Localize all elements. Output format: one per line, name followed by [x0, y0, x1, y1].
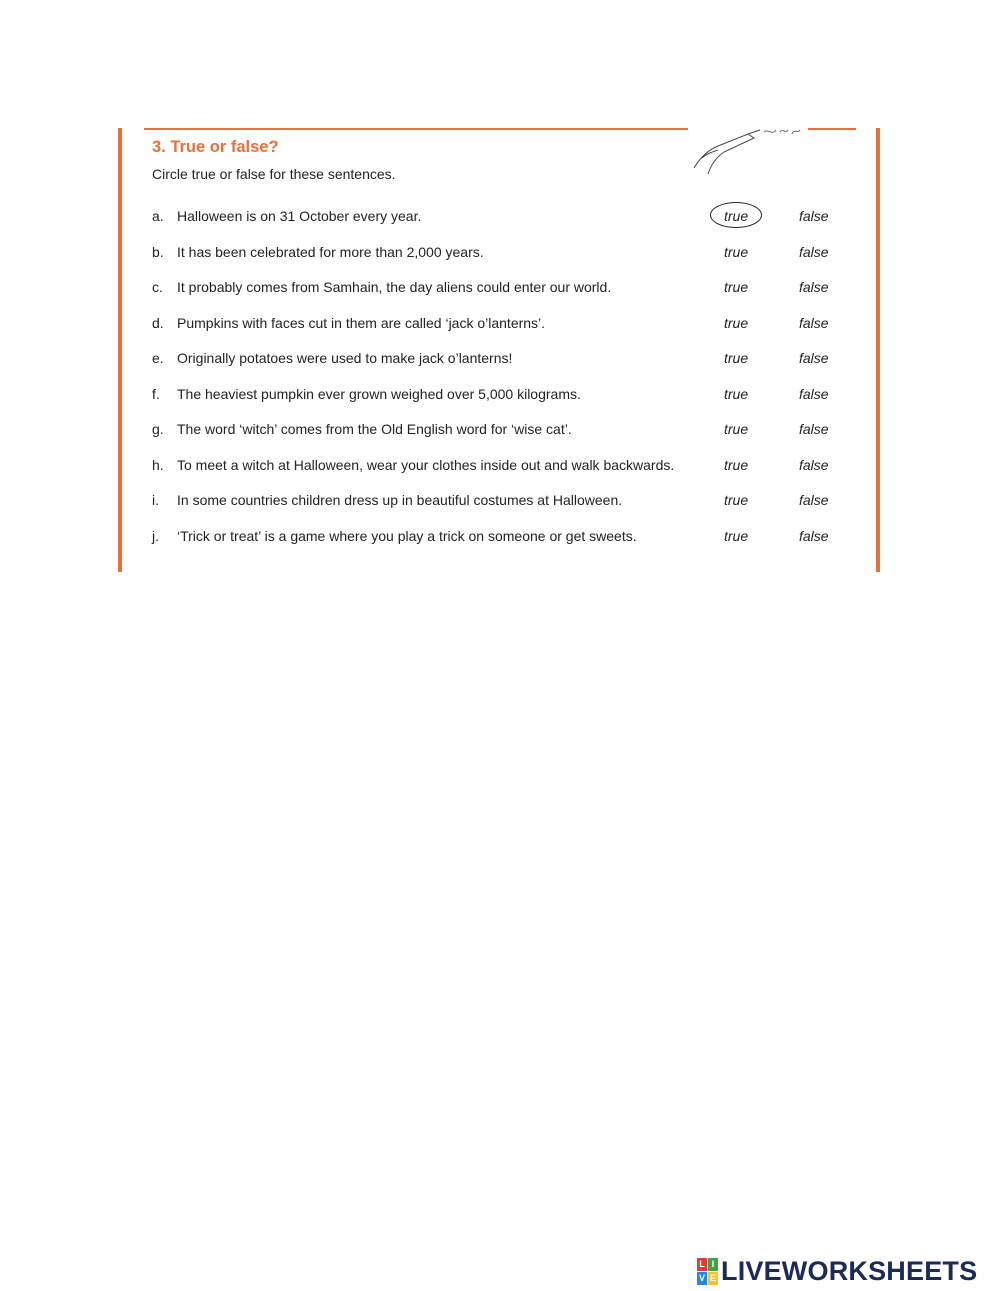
option-false[interactable]: false — [799, 314, 829, 331]
option-true[interactable]: true — [724, 350, 749, 366]
logo-mark-letter: I — [708, 1258, 718, 1271]
question-letter: f. — [152, 385, 160, 402]
option-false[interactable]: false — [799, 208, 829, 224]
worksheet-section — [118, 128, 880, 572]
exercise-instruction: Circle true or false for these sentences. — [152, 166, 396, 182]
question-row — [152, 526, 852, 562]
question-row — [152, 348, 852, 384]
question-letter: c. — [152, 279, 163, 295]
option-false[interactable]: false — [799, 350, 829, 366]
option-true[interactable]: true — [724, 279, 749, 295]
option-false[interactable]: false — [799, 527, 829, 544]
question-row — [152, 490, 852, 526]
logo-text: LIVEWORKSHEETS — [721, 1255, 978, 1286]
left-border — [118, 128, 122, 572]
logo-mark-icon — [697, 1258, 718, 1285]
option-true[interactable]: true — [724, 314, 749, 331]
question-letter: i. — [152, 492, 159, 508]
question-letter: e. — [152, 350, 164, 366]
option-false[interactable]: false — [799, 421, 829, 437]
liveworksheets-logo — [697, 1256, 977, 1286]
question-letter: b. — [152, 243, 164, 260]
question-row — [152, 242, 852, 278]
option-false[interactable]: false — [799, 492, 829, 508]
question-text: ‘Trick or treat’ is a game where you play a trick on someone or get sweets. — [177, 527, 637, 544]
question-text: To meet a witch at Halloween, wear your clothes inside out and walk backwards. — [177, 456, 675, 473]
question-row — [152, 419, 852, 455]
top-border-right — [808, 128, 856, 130]
question-row — [152, 384, 852, 420]
question-text: The heaviest pumpkin ever grown weighed over 5,000 kilograms. — [177, 385, 581, 402]
question-letter: g. — [152, 421, 164, 437]
question-row — [152, 455, 852, 491]
option-false[interactable]: false — [799, 243, 829, 260]
option-false[interactable]: false — [799, 456, 829, 473]
question-text: Pumpkins with faces cut in them are called ‘jack o’lanterns’. — [177, 314, 546, 331]
question-letter: a. — [152, 208, 164, 224]
question-list — [152, 206, 852, 561]
question-text: Halloween is on 31 October every year. — [177, 208, 422, 224]
option-true[interactable]: true — [724, 385, 749, 402]
option-false[interactable]: false — [799, 385, 829, 402]
question-letter: h. — [152, 456, 164, 473]
option-true[interactable]: true — [724, 208, 749, 224]
question-letter: j. — [152, 527, 159, 544]
question-letter: d. — [152, 314, 164, 331]
question-row — [152, 313, 852, 349]
question-row — [152, 206, 852, 242]
question-text: It has been celebrated for more than 2,000 years. — [177, 243, 484, 260]
option-true[interactable]: true — [724, 492, 749, 508]
right-border — [876, 128, 880, 572]
question-text: The word ‘witch’ comes from the Old English word for ‘wise cat’. — [177, 421, 572, 437]
top-border — [144, 128, 688, 130]
option-true[interactable]: true — [724, 243, 749, 260]
option-false[interactable]: false — [799, 279, 829, 295]
option-true[interactable]: true — [724, 527, 749, 544]
question-row — [152, 277, 852, 313]
option-true[interactable]: true — [724, 421, 749, 437]
question-text: Originally potatoes were used to make jack o’lanterns! — [177, 350, 513, 366]
question-text: It probably comes from Samhain, the day aliens could enter our world. — [177, 279, 612, 295]
option-true[interactable]: true — [724, 456, 749, 473]
logo-mark-letter: L — [697, 1258, 707, 1271]
logo-mark-letter: V — [698, 1272, 705, 1283]
exercise-title: 3. True or false? — [152, 138, 279, 156]
question-text: In some countries children dress up in beautiful costumes at Halloween. — [177, 492, 623, 508]
hand-writing-icon — [688, 128, 808, 176]
logo-mark-letter: E — [709, 1272, 716, 1283]
